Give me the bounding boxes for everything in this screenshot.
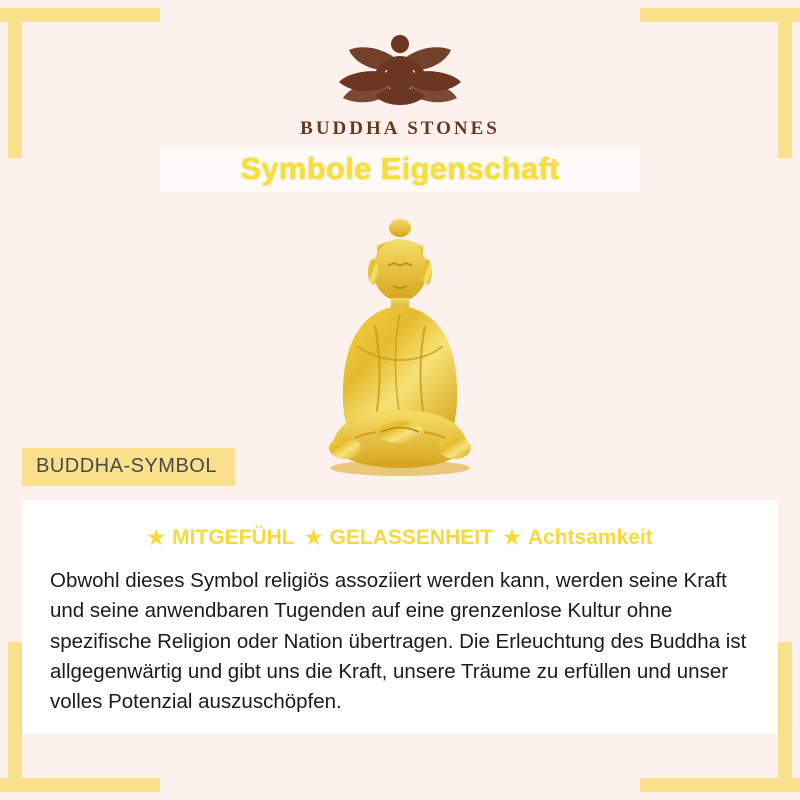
virtue-label: GELASSENHEIT [329,526,493,549]
title-banner [160,146,640,192]
content-card [22,500,778,734]
corner-frame-top-left-horizontal [0,8,160,22]
lotus-meditation-icon [315,28,485,114]
virtues-list [50,526,750,550]
corner-frame-bottom-right-horizontal [640,778,800,792]
top-edge-gap [180,0,620,10]
corner-frame-bottom-left-vertical [8,642,22,792]
virtue-item [305,526,493,550]
corner-frame-bottom-right-vertical [778,642,792,792]
star-icon: ★ [304,527,323,549]
brand-logo-block [0,28,800,140]
golden-seated-buddha-illustration [285,206,515,506]
description-paragraph: Obwohl dieses Symbol religiös assoziiert werden kann, werden seine Kraft und seine anwendbaren Tugenden auf eine grenzenlose Kultur ohne spezifische Religion oder Nation übertragen. Die Erleuchtung des Buddha ist allgegenwärtig und gibt uns die Kraft, unsere Träume zu erfüllen und unser volles Potenzial auszuschöpfen. [50,569,747,714]
virtue-item [147,526,294,550]
star-icon: ★ [502,527,521,549]
brand-name: BUDDHA STONES [300,118,500,139]
corner-frame-top-right-horizontal [640,8,800,22]
corner-frame-bottom-left-horizontal [0,778,160,792]
virtue-label: MITGEFÜHL [172,526,295,549]
virtue-label: Achtsamkeit [527,526,653,549]
virtue-item [503,526,653,550]
section-label-badge: BUDDHA-SYMBOL [22,448,235,486]
star-icon: ★ [147,527,166,549]
page-title: Symbole Eigenschaft [240,151,560,186]
